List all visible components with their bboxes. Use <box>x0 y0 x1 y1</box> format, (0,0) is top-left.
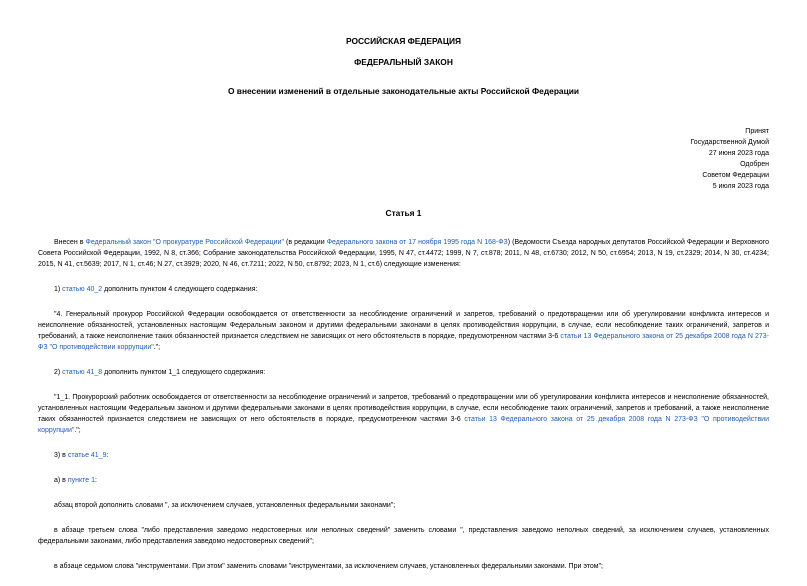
paragraph-quote-4 <box>38 309 769 353</box>
paragraph-amend-3: в абзаце третьем слова "либо представления заведомо недостоверных или неполных сведений" заменить словами ", представления заведомо неполных сведений, за исключением случаев, установленных федеральными законами, либо представления заведомо недостоверных сведений"; <box>38 527 769 545</box>
text: Внесен в <box>54 239 86 246</box>
text: дополнить пунктом 4 следующего содержания: <box>102 286 258 293</box>
paragraph-amend-2: абзац второй дополнить словами ", за исключением случаев, установленных федеральными законами"; <box>54 502 396 509</box>
approval-line: Советом Федерации <box>702 172 769 179</box>
adoption-line: Принят <box>745 128 769 135</box>
text: ."; <box>153 344 161 351</box>
text: "1_1. Прокурорский работник освобождается от ответственности за несоблюдение ограничений и запретов, требований о предотвращении или об урегулировании конфликта интересов и неисполнение обязанностей, установленных настоящим Федеральным законом и другими федеральными законами в целях противодействия коррупции, в случае, если несоблюдение таких ограничений, запретов и требований, а также неисполнение таких обязанностей признается следствием не зависящих от него обстоятельств в порядке, предусмотренном частями 3-6 <box>38 394 769 423</box>
paragraph-item-1 <box>38 284 769 295</box>
law-title: О внесении изменений в отдельные законодательные акты Российской Федерации <box>227 86 580 96</box>
clause-link[interactable]: пункте 1 <box>67 477 95 484</box>
approval-date: 5 июля 2023 года <box>712 183 769 190</box>
adoption-date: 27 июня 2023 года <box>708 150 769 157</box>
paragraph-item-3 <box>38 450 769 461</box>
adoption-line: Государственной Думой <box>690 139 769 146</box>
text: "4. Генеральный прокурор Российской Федерации освобождается от ответственности за несоблюдение ограничений и запретов, требований о предотвращении или об урегулировании конфликта интересов и неисполнение обязанностей, установленных настоящим Федеральным законом и другими федеральными законами в целях противодействия коррупции, в случае, если несоблюдение таких ограничений, запретов и требований, а также неисполнение таких обязанностей признается следствием не зависящих от него обстоятельств в порядке, предусмотренном частями 3-6 <box>38 311 769 340</box>
paragraph-item-2 <box>38 367 769 378</box>
text: дополнить пунктом 1_1 следующего содержания: <box>102 369 266 376</box>
paragraph-subitem-a <box>38 475 769 486</box>
text: (в редакции <box>283 239 327 246</box>
paragraph-amend-7: в абзаце седьмом слова "инструментами. При этом" заменить словами "инструментами, за исключением случаев, установленных федеральными законами. При этом"; <box>54 563 604 570</box>
article-link[interactable]: статью 40_2 <box>62 286 103 293</box>
article-link[interactable]: статью 41_8 <box>62 369 103 376</box>
law-link[interactable]: Федеральный закон "О прокуратуре Российской Федерации" <box>85 239 284 246</box>
doc-type-heading: ФЕДЕРАЛЬНЫЙ ЗАКОН <box>354 57 453 67</box>
paragraph-quote-1-1 <box>38 392 769 436</box>
article-link[interactable]: статье 41_9 <box>67 452 107 459</box>
law-link[interactable]: Федерального закона от 17 ноября 1995 года N 168-ФЗ <box>326 239 508 246</box>
law-link[interactable]: статьи 13 Федерального закона от 25 декабря 2008 года N 273-ФЗ "О противодействии коррупции" <box>38 416 769 434</box>
law-link[interactable]: статьи 13 Федерального закона от 25 декабря 2008 года N 273-ФЗ "О противодействии коррупции" <box>38 333 769 351</box>
paragraph-intro <box>38 237 769 270</box>
text: : <box>95 477 97 484</box>
text: 1) <box>54 286 63 293</box>
text: ."; <box>74 427 81 434</box>
text: 3) в <box>54 452 68 459</box>
federation-heading: РОССИЙСКАЯ ФЕДЕРАЦИЯ <box>345 36 462 46</box>
text: : <box>106 452 109 459</box>
article-title: Статья 1 <box>385 208 422 218</box>
approval-line: Одобрен <box>740 161 769 168</box>
text: 2) <box>54 369 63 376</box>
adoption-block <box>690 126 769 192</box>
text: ) (Ведомости Съезда народных депутатов Российской Федерации и Верховного Совета Российской Федерации, 1992, N 8, ст.366; Собрание законодательства Российской Федерации, 1995, N 47, ст.4472; 1999, N 7, ст.878; 2011, N 48, ст.6730; 2012, N 50, ст.6954; 2013, N 19, ст.2329; 2014, N 30, ст.4234; 2015, N 41, ст.5639; 2017, N 1, ст.46; N 27, ст.3929; 2020, N 46, ст.7211; 2022, N 50, ст.8792; 2023, N 1, ст.6) следующие изменения: <box>38 239 770 268</box>
article-body <box>38 237 769 586</box>
text: а) в <box>54 477 68 484</box>
